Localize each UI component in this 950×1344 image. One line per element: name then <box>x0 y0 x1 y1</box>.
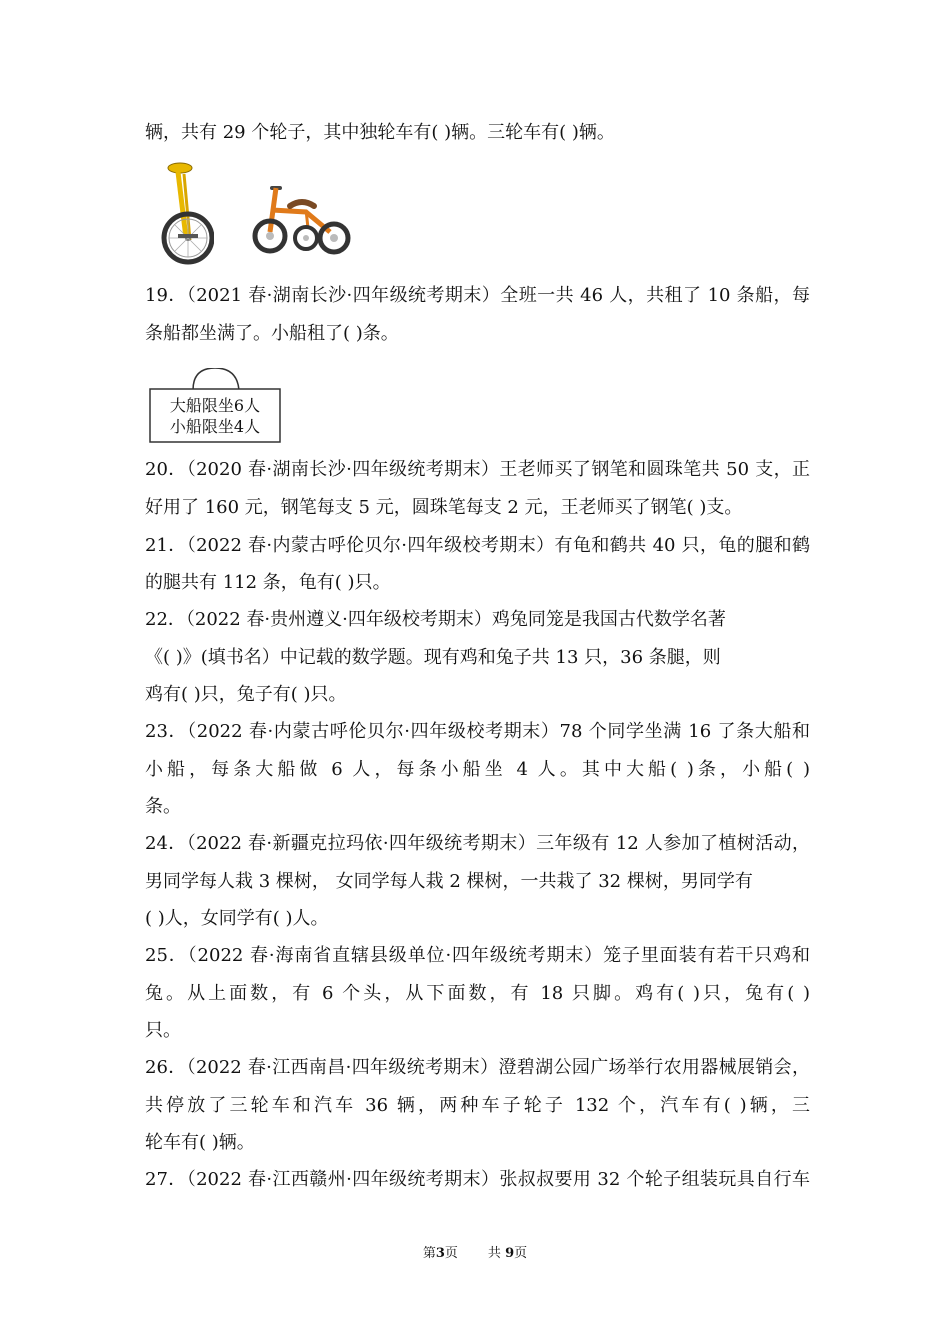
footer-total-number: 9 <box>505 1246 515 1261</box>
unicycle-image <box>158 160 214 266</box>
question-19-line-2: 条船都坐满了。小船租了( )条。 <box>145 323 399 344</box>
footer-page-number: 3 <box>435 1246 445 1261</box>
footer-page-label-a: 第 <box>422 1246 436 1261</box>
page-footer <box>0 1245 950 1263</box>
question-19-line-1: 19．（2021 春·湖南长沙·四年级统考期末）全班一共 46 人，共租了 10 条船，每 <box>145 285 810 306</box>
footer-total-label-b: 页 <box>514 1246 528 1261</box>
question-23-line-2: 小船，每条大船做 6 人，每条小船坐 4 人。其中大船( )条，小船( ) <box>145 759 810 780</box>
question-21-line-1: 21．（2022 春·内蒙古呼伦贝尔·四年级校考期末）有龟和鹤共 40 只，龟的腿和鹤 <box>145 535 810 556</box>
footer-page-label-b: 页 <box>444 1246 458 1261</box>
sign-line-large-boat: 大船限坐6人 <box>169 396 261 415</box>
question-26-line-1: 26．（2022 春·江西南昌·四年级统考期末）澄碧湖公园广场举行农用器械展销会， <box>145 1057 810 1078</box>
question-24-line-2: 男同学每人栽 3 棵树， 女同学每人栽 2 棵树，一共栽了 32 棵树，男同学有 <box>145 871 753 892</box>
question-23-line-3: 条。 <box>145 796 181 817</box>
sign-line-small-boat: 小船限坐4人 <box>169 417 261 436</box>
question-24-line-1: 24．（2022 春·新疆克拉玛依·四年级统考期末）三年级有 12 人参加了植树活动， <box>145 833 810 854</box>
question-25-line-1: 25．（2022 春·海南省直辖县级单位·四年级统考期末）笼子里面装有若干只鸡和 <box>145 945 810 966</box>
question-21-line-2: 的腿共有 112 条，龟有( )只。 <box>145 572 391 593</box>
question-26-line-3: 轮车有( )辆。 <box>145 1132 255 1153</box>
footer-total-label-a: 共 <box>487 1246 501 1261</box>
question-25-line-3: 只。 <box>145 1020 181 1041</box>
question-27-line-1: 27．（2022 春·江西赣州·四年级统考期末）张叔叔要用 32 个轮子组装玩具自行车 <box>145 1169 810 1190</box>
question-22-line-3: 鸡有( )只，兔子有( )只。 <box>145 684 347 705</box>
question-18-line-end: 辆，共有 29 个轮子，其中独轮车有( )辆。三轮车有( )辆。 <box>145 122 615 143</box>
tricycle-image <box>250 180 352 256</box>
question-24-line-3: ( )人，女同学有( )人。 <box>145 908 329 929</box>
question-22-line-2: 《( )》(填书名）中记载的数学题。现有鸡和兔子共 13 只，36 条腿，则 <box>145 647 721 668</box>
question-22-line-1: 22．（2022 春·贵州遵义·四年级校考期末）鸡兔同笼是我国古代数学名著 <box>145 609 726 630</box>
question-20-line-1: 20．（2020 春·湖南长沙·四年级统考期末）王老师买了钢笔和圆珠笔共 50 支，正 <box>145 459 810 480</box>
question-23-line-1: 23．（2022 春·内蒙古呼伦贝尔·四年级校考期末）78 个同学坐满 16 了条大船和 <box>145 721 810 742</box>
question-26-line-2: 共停放了三轮车和汽车 36 辆，两种车子轮子 132 个，汽车有( )辆，三 <box>145 1095 810 1116</box>
question-25-line-2: 兔。从上面数，有 6 个头，从下面数，有 18 只脚。鸡有( )只，兔有( ) <box>145 983 810 1004</box>
boat-limit-sign <box>149 368 281 443</box>
question-20-line-2: 好用了 160 元，钢笔每支 5 元，圆珠笔每支 2 元，王老师买了钢笔( )支。 <box>145 497 743 518</box>
